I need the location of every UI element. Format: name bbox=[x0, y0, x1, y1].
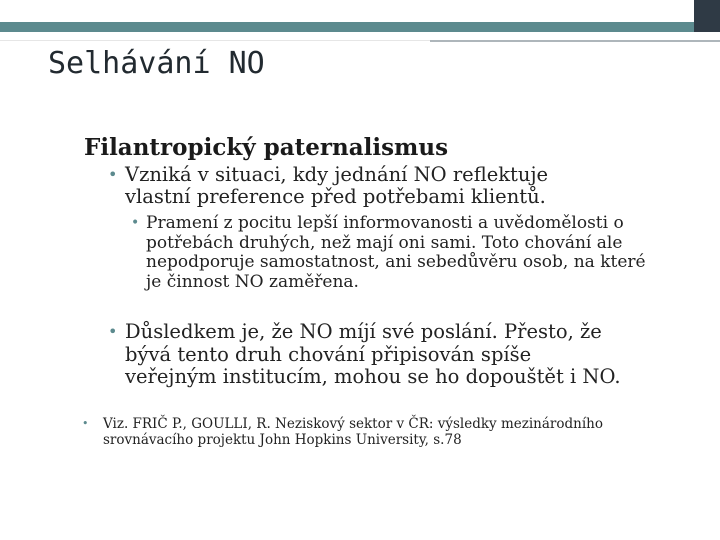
top-accent-bar bbox=[0, 22, 720, 32]
bullet-level1-first bbox=[108, 163, 595, 208]
bullet-text: Pramení z pocitu lepší informovanosti a uvědomělosti o potřebách druhých, než mají oni sami. Toto chování ale nepodporuje samostatnost, ani sebedůvěru osob, na které je činnost NO zaměřena. bbox=[146, 213, 646, 292]
bullet-icon: • bbox=[82, 417, 89, 430]
bullet-text: Vzniká v situaci, kdy jednání NO reflektuje vlastní preference před potřebami klientů. bbox=[125, 163, 549, 208]
bullet-icon: • bbox=[108, 165, 118, 184]
bullet-level1-second bbox=[108, 320, 625, 389]
bullet-icon: • bbox=[131, 215, 140, 231]
section-heading: Filantropický paternalismus bbox=[84, 134, 449, 161]
bullet-text: Důsledkem je, že NO míjí své poslání. Přesto, že bývá tento druh chování připisován spíše veřejným institucím, mohou se ho dopouštět i NO. bbox=[125, 320, 621, 388]
footnote bbox=[82, 416, 623, 448]
bullet-level2 bbox=[131, 213, 646, 292]
top-thin-line-left bbox=[0, 40, 430, 41]
top-thin-line-right bbox=[430, 40, 720, 42]
bullet-icon: • bbox=[108, 322, 118, 341]
top-corner-block bbox=[694, 0, 720, 32]
slide-title: Selhávání NO bbox=[48, 46, 265, 81]
footnote-text: Viz. FRIČ P., GOULLI, R. Neziskový sektor v ČR: výsledky mezinárodního srovnávacího projektu John Hopkins University, s.78 bbox=[103, 416, 603, 448]
